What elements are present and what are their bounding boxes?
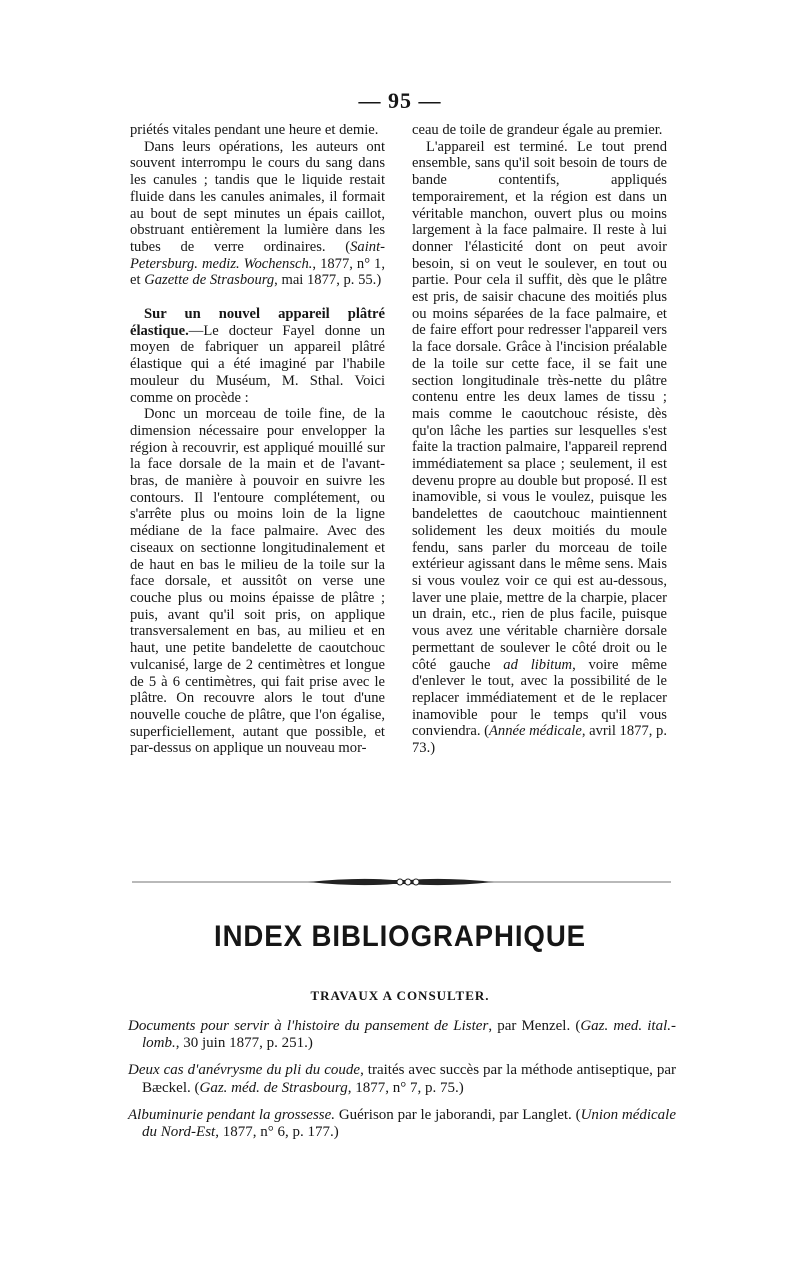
entry-text: Guérison par le jaborandi, par Langlet. ( (335, 1106, 581, 1123)
journal-title: Union médicale du Nord-Est (142, 1106, 676, 1141)
index-title: INDEX BIBLIOGRAPHIQUE (213, 920, 587, 953)
bibliography-entry (128, 1018, 676, 1052)
paragraph: Donc un morceau de toile fine, de la dimension nécessaire pour envelopper la région à recouvrir, est appliqué mouillé sur la face dorsale de la main et de l'avant-bras, de manière à pouvoir en suivre les contours. Il l'entoure complétement, ou s'arrête plus ou moins loin de la ligne médiane de la face palmaire. Avec des ciseaux on sectionne longitudinalement et de haut en bas le milieu de la toile sur la face dorsale, et aussitôt on verse une couche plus ou moins épaisse de plâtre ; puis, avant qu'il soit pris, on applique transversalement en bas, au milieu et en haut, une petite bandelette de caoutchouc vulcanisé, large de 2 centimètres et longue de 5 à 6 centimètres, qui fait prise avec le plâtre. On recouvre alors le tout d'une nouvelle couche de plâtre, que l'on égalise, superficiellement, autant que possible, et par-dessus on applique un nouveau mor- (130, 406, 385, 757)
entry-text: , 1877, n° 6, p. 177.) (215, 1124, 339, 1141)
journal-title: Gazette de Strasbourg (144, 272, 275, 289)
entry-text: , par Menzel. ( (488, 1018, 581, 1034)
section-heading: Sur un nouvel appareil plâtré élastique. (130, 306, 385, 339)
index-subtitle: TRAVAUX A CONSULTER. (310, 988, 490, 1003)
ref-text: , mai 1877, p. 55.) (274, 272, 382, 289)
entry-text: , 30 juin 1877, p. 251.) (175, 1035, 313, 1052)
right-column (412, 122, 667, 757)
latin-phrase: ad libitum (503, 656, 573, 673)
left-column (130, 122, 385, 757)
bibliography-entry (128, 1107, 676, 1141)
paragraph: ceau de toile de grandeur égale au premier. (412, 122, 663, 138)
ref-text: , 1877, n° 1, et (130, 255, 385, 289)
journal-title: Année médicale (489, 723, 582, 740)
section-text: —Le docteur Fayel donne un moyen de fabriquer un appareil plâtré élastique qui a été imaginé par l'habile mouleur du Muséum, M. Sthal. Voici comme on procède : (130, 322, 385, 406)
bibliography-list (128, 1018, 676, 1151)
journal-title: Gaz. méd. de Strasbourg (199, 1079, 348, 1096)
ref-open: ( (345, 238, 351, 255)
paragraph (412, 139, 667, 757)
journal-title: Saint-Petersburg. mediz. Wochensch. (130, 238, 385, 272)
journal-title: Gaz. med. ital.-lomb. (142, 1018, 676, 1052)
work-title: Deux cas d'anévrysme du pli du coude (128, 1062, 361, 1079)
entry-text: , traités avec succès par la méthode antiseptique, par Bæckel. ( (142, 1062, 676, 1096)
entry-text: , 1877, n° 7, p. 75.) (347, 1079, 464, 1096)
paragraph-canules (130, 139, 385, 289)
work-title: Documents pour servir à l'histoire du pansement de Lister (128, 1018, 489, 1034)
section-paragraph (130, 306, 385, 406)
ref-text: , avril 1877, p. 73.) (412, 723, 667, 757)
bibliography-entry (128, 1062, 676, 1096)
paragraph-text: L'appareil est terminé. Le tout prend ensemble, sans qu'il soit besoin de tours de bande contentifs, appliqués temporairement, et la région est dans un véritable manchon, ouvert plus ou moins largement à la face palmaire. Il reste à lui donner l'élasticité dont on peut avoir besoin, si on veut le soulever, en tout ou partie. Pour cela il suffit, dès que le plâtre est pris, de saisir chacune des moitiés plus ou moins séparées de la face palmaire, et de faire effort pour redresser l'appareil vers la face dorsale. Grâce à l'incision préalable de la toile sur cette face, il se fait une section longitudinale très-nette du plâtre contenu entre les deux lames de tissu ; mais comme le caoutchouc résiste, dès qu'on lâche les parties sur lesquelles s'est faite la traction palmaire, l'appareil reprend immédiatement sa place ; seulement, il est devenu propre au double but proposé. Il est inamovible, si vous le voulez, puisque les bandelettes de caoutchouc maintiennent solidement les deux moitiés du moule fendu, sans parler du morceau de toile extérieur agissant dans le même sens. Mais si vous voulez voir ce qui est au-dessous, laver une plaie, mettre de la charpie, placer un drain, etc., rien de plus facile, puisque vous avez une véritable charnière dorsale permettant de soulever le côté droit ou le côté gauche (412, 138, 667, 673)
paragraph: priétés vitales pendant une heure et demie. (130, 122, 379, 138)
ornamental-rule (128, 876, 675, 888)
page-number: — 95 — (358, 88, 442, 113)
work-title: Albuminurie pendant la grossesse. (128, 1106, 336, 1123)
paragraph-text: , voire même d'enlever le tout, avec la possibilité de le replacer immédiatement et de le replacer inamovible pour le temps qu'il vous conviendra. ( (412, 656, 668, 740)
paragraph-text: Dans leurs opérations, les auteurs ont souvent interrompu le cours du sang dans les canules ; tandis que le liquide restait fluide dans les canules animales, il formait au bout de sept minutes un épais caillot, obstruant entièrement la lumière dans les tubes de verre ordinaires. (130, 138, 385, 255)
